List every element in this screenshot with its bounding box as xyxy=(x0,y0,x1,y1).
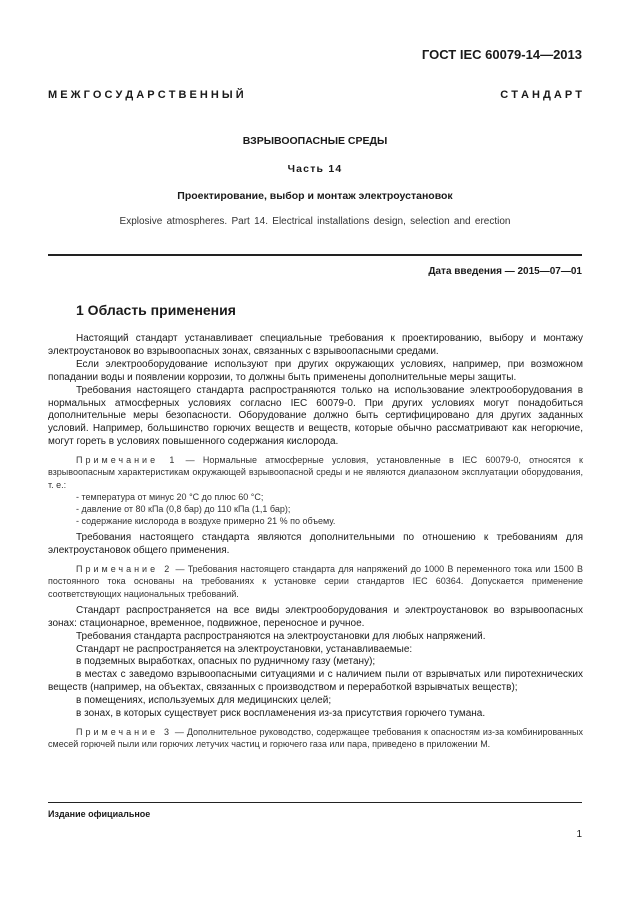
paragraph: Требования стандарта распространяются на электроустановки для любых напряжений. xyxy=(76,630,486,642)
section-body xyxy=(48,333,583,750)
paragraph: в подземных выработках, опасных по рудничному газу (метану); xyxy=(76,656,376,668)
banner-right: С Т А Н Д А Р Т xyxy=(500,89,582,101)
note-text: — Дополнительное руководство, содержащее требования к опасностям из-за комбинированных смесей горючей пыли или горючих летучих частиц и горючего газа или пара, приведено в приложении М. xyxy=(48,726,583,750)
paragraph: в зонах, в которых существует риск воспламенения из-за присутствия горючего тумана. xyxy=(76,708,486,720)
list-item: - давление от 80 кПа (0,8 бар) до 110 кПа (1,1 бар); xyxy=(76,503,291,514)
section-heading: 1 Область применения xyxy=(76,302,236,318)
document-title: ВЗРЫВООПАСНЫЕ СРЕДЫ xyxy=(242,135,388,147)
document-part: Часть 14 xyxy=(287,163,343,175)
note-label: Примечание 1 xyxy=(76,455,178,466)
paragraph: Настоящий стандарт устанавливает специальные требования к проектированию, выбору и монтажу электроустановок во взрывоопасных зонах, связанных с взрывоопасными средами. xyxy=(48,333,583,357)
introduction-date: Дата введения — 2015—07—01 xyxy=(428,266,582,277)
note-1 xyxy=(48,454,583,491)
standard-banner xyxy=(48,89,582,101)
note-3 xyxy=(48,726,583,750)
page-number: 1 xyxy=(576,829,582,840)
note-text: — Требования настоящего стандарта для напряжений до 1000 В переменного тока или 1500 В постоянного тока основаны на требованиях к установке серии стандартов IEC 60364. Допускается применение соответствующих национальных требований. xyxy=(48,564,583,599)
paragraph: в помещениях, используемых для медицинских целей; xyxy=(76,695,332,707)
banner-left: М Е Ж Г О С У Д А Р С Т В Е Н Н Ы Й xyxy=(48,89,244,101)
note-2 xyxy=(48,563,583,600)
official-edition-label: Издание официальное xyxy=(48,809,151,819)
paragraph: в местах с заведомо взрывоопасными ситуациями и с наличием пыли от взрывчатых или пиротехнических веществ (например, на объектах, связанных с производством и переработкой взрывчатых веществ); xyxy=(48,669,583,694)
paragraph: Если электрооборудование используют при других окружающих условиях, например, при возможном попадании воды и появлении коррозии, то должны быть применены дополнительные меры защиты. xyxy=(48,358,583,383)
list-item: - содержание кислорода в воздухе примерно 21 % по объему. xyxy=(76,516,336,527)
paragraph: Стандарт распространяется на все виды электрооборудования и электроустановок во взрывоопасных зонах: стационарное, временное, подвижное, переносное и ручное. xyxy=(48,604,583,629)
title-divider xyxy=(48,254,582,256)
note-label: Примечание 3 xyxy=(76,726,173,737)
paragraph: Стандарт не распространяется на электроустановки, устанавливаемые: xyxy=(76,643,413,655)
document-subtitle: Проектирование, выбор и монтаж электроустановок xyxy=(177,190,453,202)
document-english-title: Explosive atmospheres. Part 14. Electrical installations design, selection and erection xyxy=(119,216,511,227)
note-label: Примечание 2 xyxy=(76,564,173,575)
footer-divider xyxy=(48,802,582,803)
note-text: — Нормальные атмосферные условия, установленные в IEC 60079-0, относятся к взрывоопасным характеристикам окружающей взрывоопасной среды и не являются диапазоном эксплуатации оборудования, т. е.: xyxy=(48,455,583,490)
document-code: ГОСТ IEC 60079-14—2013 xyxy=(421,47,582,62)
list-item: - температура от минус 20 °С до плюс 60 °С; xyxy=(76,491,264,502)
paragraph: Требования настоящего стандарта распространяются только на использование электрооборудования в нормальных атмосферных условиях согласно IEC 60079-0. При других условиях могут понадобиться дополнительные меры безопасности. Оборудование должно быть сертифицировано для других заданных условий. Например, большинство горючих веществ и веществ, которые обычно рассматривают как негорючие, могут гореть в условиях повышенного содержания кислорода. xyxy=(48,384,583,448)
paragraph: Требования настоящего стандарта являются дополнительными по отношению к требованиям для электроустановок общего применения. xyxy=(48,532,583,557)
